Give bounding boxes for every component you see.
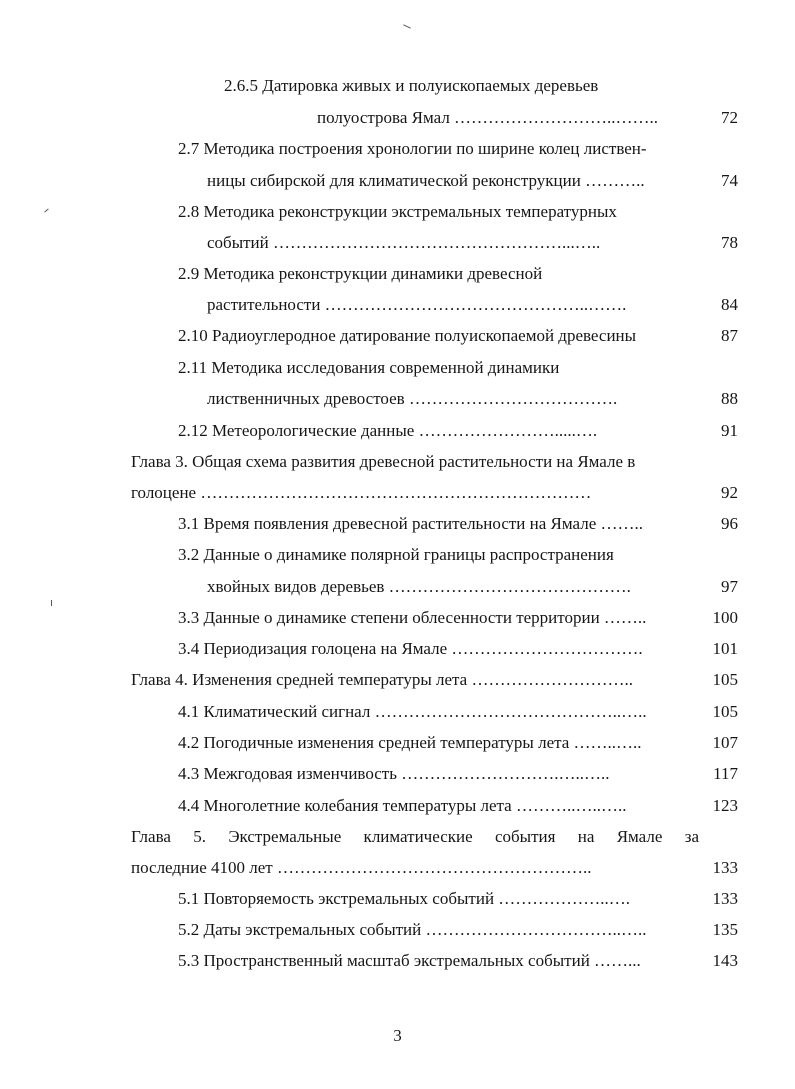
toc-entry-2-8-page: 78 [721, 233, 738, 252]
toc-entry-2-7-page: 74 [721, 171, 738, 190]
toc-entry-4-1-title: 4.1 Климатический сигнал ……………………………………..….. [178, 702, 647, 721]
toc-chapter-4-page: 105 [712, 670, 738, 689]
scan-artifact [51, 600, 52, 606]
toc-entry-2-12-title: 2.12 Метеорологические данные …………………….....…. [178, 421, 598, 440]
toc-entry-2-10-page: 87 [721, 326, 738, 345]
toc-entry-2-8-title: 2.8 Методика реконструкции экстремальных температурных [178, 202, 617, 221]
toc-entry-5-1-title: 5.1 Повторяемость экстремальных событий ………………..…. [178, 889, 631, 908]
toc-entry-4-3-page: 117 [713, 764, 738, 783]
toc-entry-3-1-page: 96 [721, 514, 738, 533]
toc-entry-5-3-title: 5.3 Пространственный масштаб экстремальных событий ……... [178, 951, 641, 970]
toc-entry-2-7-title: 2.7 Методика построения хронологии по ширине колец листвен- [178, 139, 647, 158]
toc-entry-2-12-page: 91 [721, 421, 738, 440]
toc-entry-5-1-page: 133 [712, 889, 738, 908]
toc-entry-3-2-page: 97 [721, 577, 738, 596]
toc-entry-3-4-page: 101 [712, 639, 738, 658]
toc-entry-3-1-title: 3.1 Время появления древесной растительности на Ямале …….. [178, 514, 644, 533]
toc-chapter-5-title-cont: последние 4100 лет ……………………………………………….. [131, 858, 592, 877]
toc-entry-4-2-title: 4.2 Погодичные изменения средней температуры лета ……..….. [178, 733, 642, 752]
toc-entry-4-2-page: 107 [712, 733, 738, 752]
toc-entry-2-8-title-cont: событий ……………………………………………...….. [207, 233, 601, 252]
toc-entry-3-2-title-cont: хвойных видов деревьев ……………………………………. [207, 577, 631, 596]
toc-chapter-5-title: Глава 5. Экстремальные климатические события на Ямале за [131, 827, 699, 846]
toc-entry-3-3-page: 100 [712, 608, 738, 627]
toc-entry-5-2-title: 5.2 Даты экстремальных событий ……………………………..….. [178, 920, 647, 939]
toc-entry-3-2-title: 3.2 Данные о динамике полярной границы распространения [178, 545, 614, 564]
toc-entry-2-9-page: 84 [721, 295, 738, 314]
toc-entry-4-4-title: 4.4 Многолетние колебания температуры лета ………..…..….. [178, 796, 627, 815]
toc-entry-2-11-title-cont: лиственничных древостоев ………………………………. [207, 389, 618, 408]
toc-entry-2-10-title: 2.10 Радиоуглеродное датирование полуископаемой древесины [178, 326, 637, 345]
toc-entry-5-2-page: 135 [712, 920, 738, 939]
toc-entry-2-6-5-title: 2.6.5 Датировка живых и полуископаемых деревьев [224, 76, 599, 95]
scan-artifact [403, 24, 411, 28]
toc-entry-2-11-title: 2.11 Методика исследования современной динамики [178, 358, 560, 377]
toc-entry-3-3-title: 3.3 Данные о динамике степени облесенности территории …….. [178, 608, 647, 627]
toc-chapter-3-title-cont: голоцене …………………………………………………………… [131, 483, 592, 502]
toc-entry-2-6-5-page: 72 [721, 108, 738, 127]
toc-entry-4-1-page: 105 [712, 702, 738, 721]
scan-artifact [44, 209, 48, 213]
toc-chapter-4-title: Глава 4. Изменения средней температуры лета ……………………….. [131, 670, 633, 689]
toc-chapter-3-page: 92 [721, 483, 738, 502]
toc-entry-5-3-page: 143 [712, 951, 738, 970]
toc-chapter-5-page: 133 [712, 858, 738, 877]
toc-entry-2-7-title-cont: ницы сибирской для климатической реконструкции ……….. [207, 171, 645, 190]
toc-entry-2-9-title: 2.9 Методика реконструкции динамики древесной [178, 264, 543, 283]
page-number: 3 [393, 1026, 402, 1045]
toc-entry-3-4-title: 3.4 Периодизация голоцена на Ямале ……………………………. [178, 639, 643, 658]
toc-entry-4-4-page: 123 [712, 796, 738, 815]
toc-chapter-3-title: Глава 3. Общая схема развития древесной растительности на Ямале в [131, 452, 636, 471]
toc-entry-2-6-5-title-cont: полуострова Ямал ………………………..…….. [317, 108, 659, 127]
toc-entry-4-3-title: 4.3 Межгодовая изменчивость ……………………….…..….. [178, 764, 610, 783]
toc-entry-2-11-page: 88 [721, 389, 738, 408]
toc-entry-2-9-title-cont: растительности ………………………………………..……. [207, 295, 627, 314]
